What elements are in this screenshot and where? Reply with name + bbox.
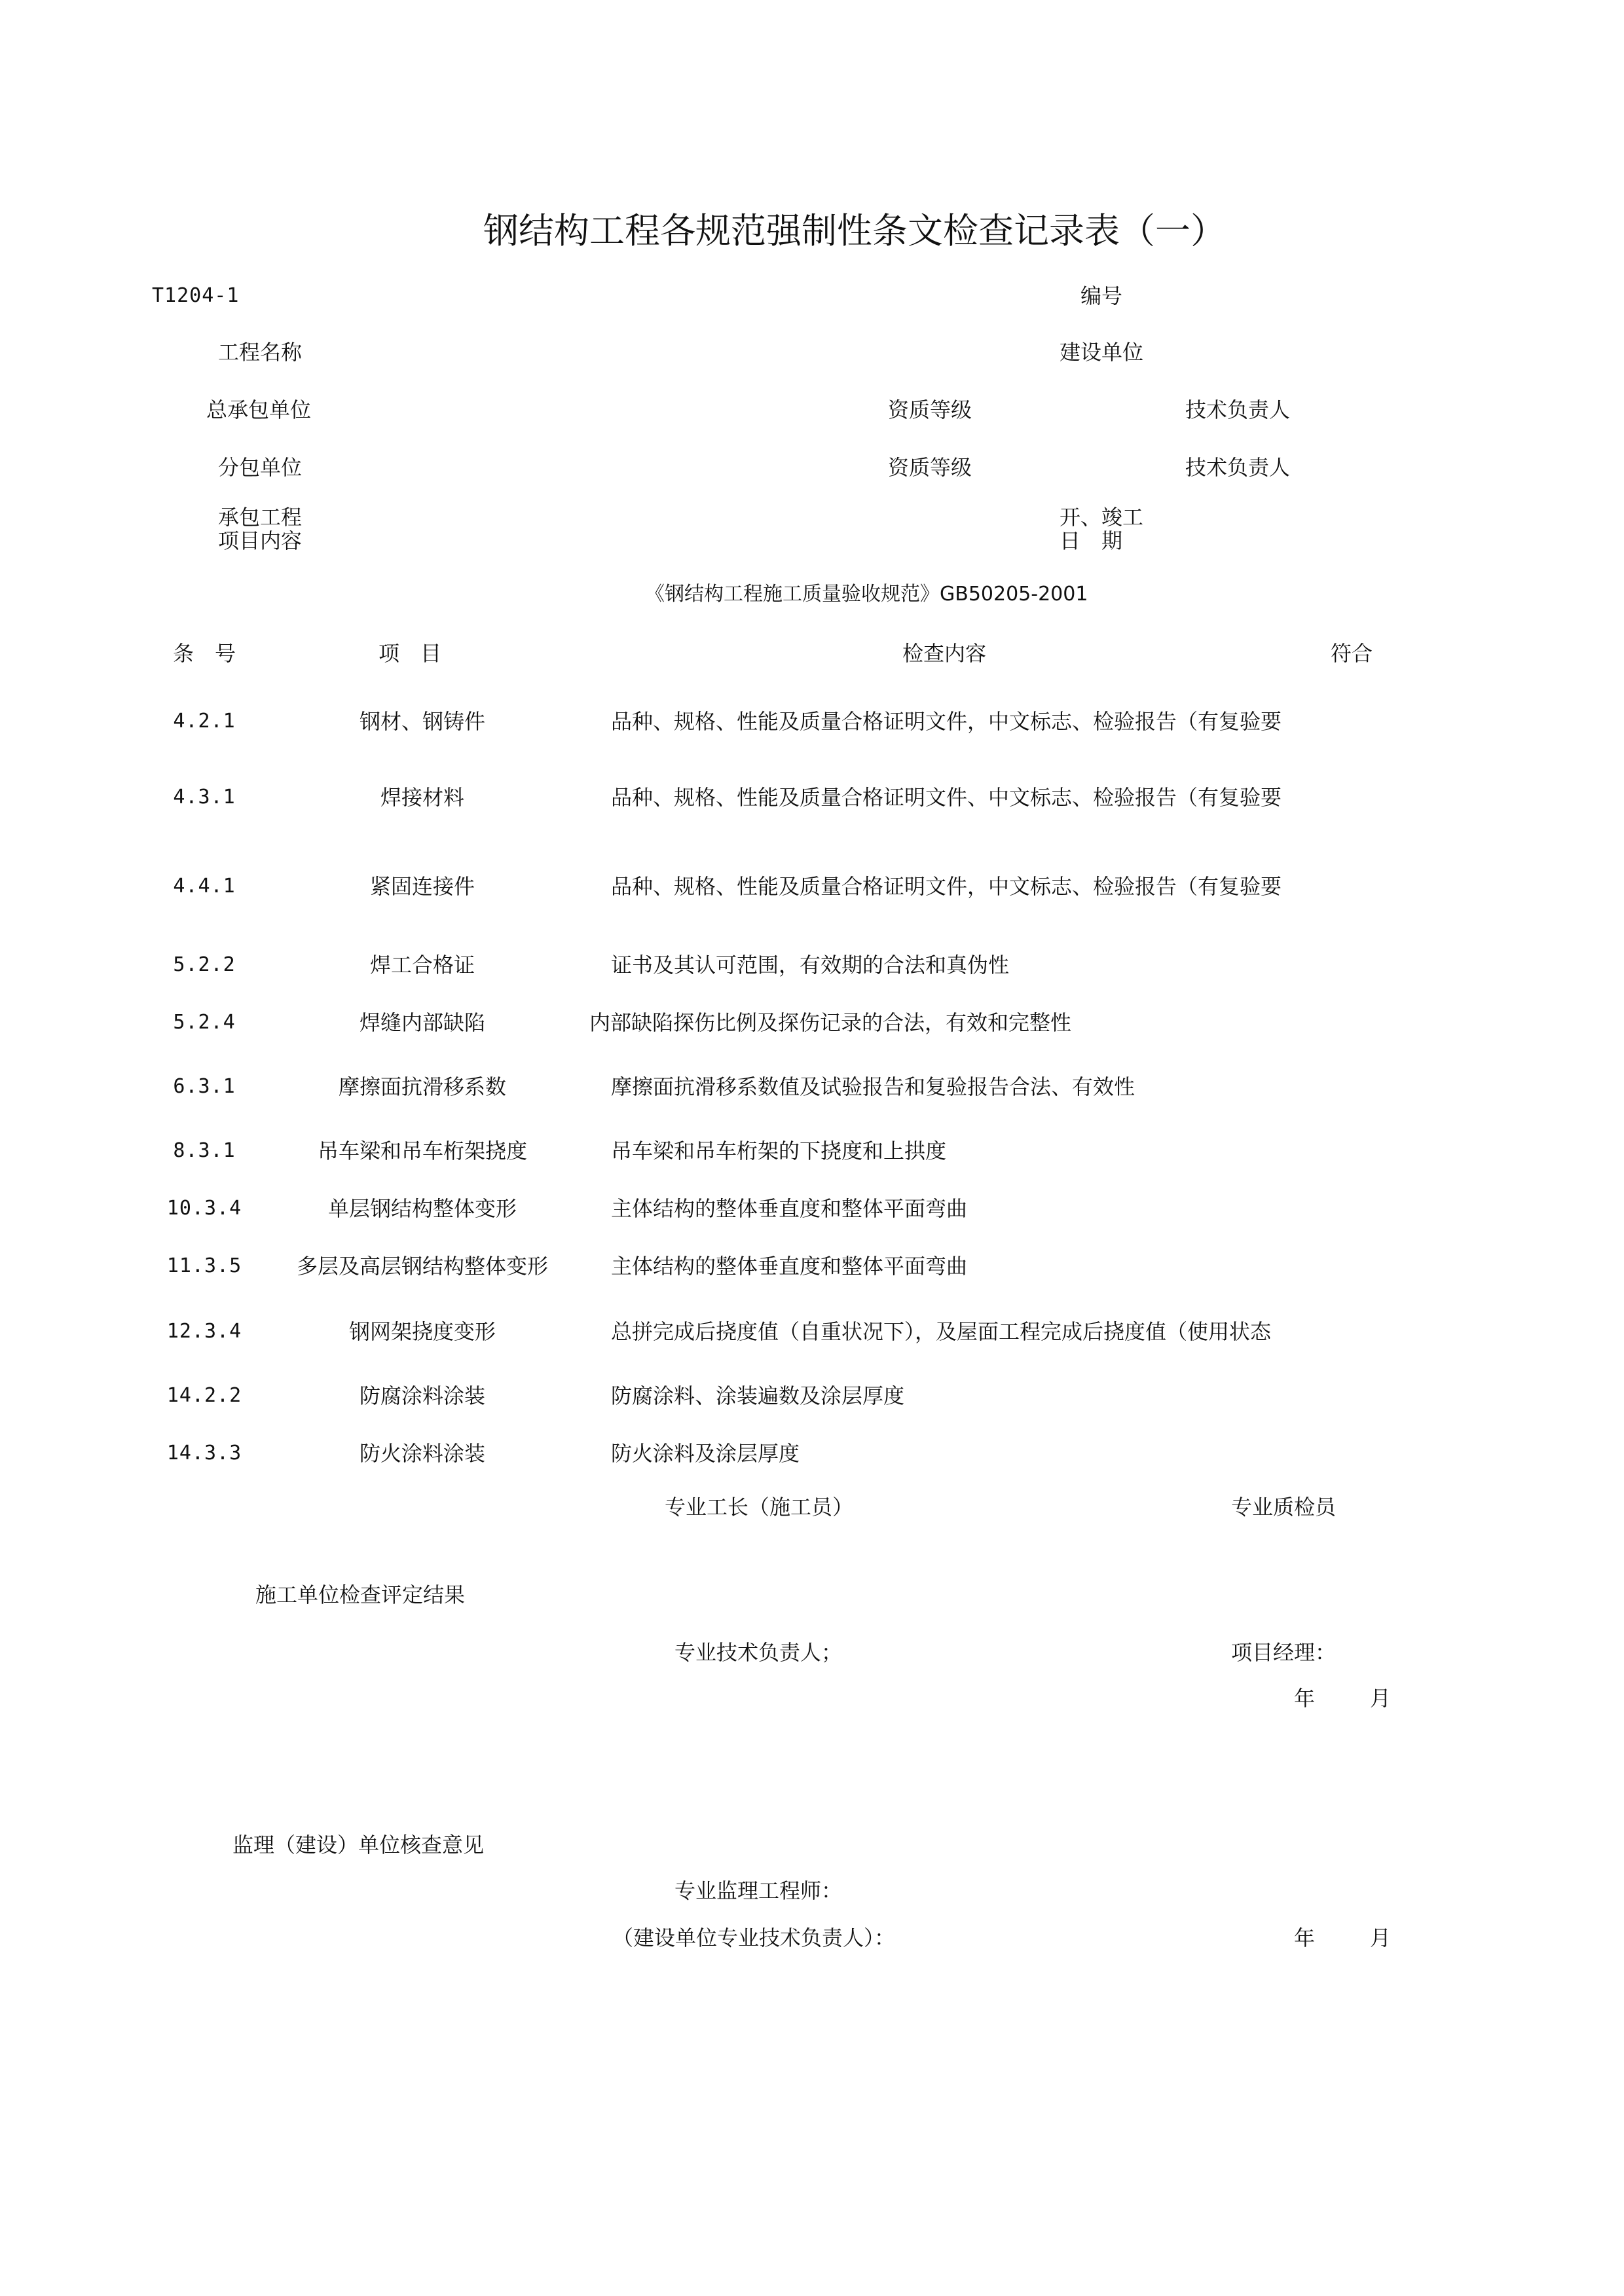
foreman-label: 专业工长（施工员） — [665, 1495, 854, 1520]
row-clause: 10.3.4 — [166, 1197, 242, 1220]
row-item: 防腐涂料涂装 — [359, 1383, 486, 1408]
general-contractor-label: 总承包单位 — [206, 397, 312, 422]
row-content: 防腐涂料、涂装遍数及涂层厚度 — [611, 1383, 905, 1408]
row-item: 吊车梁和吊车桁架挠度 — [317, 1139, 528, 1163]
row-content: 主体结构的整体垂直度和整体平面弯曲 — [611, 1254, 968, 1279]
column-header-content: 检查内容 — [902, 641, 987, 666]
qualification-grade-label-2: 资质等级 — [888, 455, 972, 480]
row-clause: 4.4.1 — [173, 875, 236, 898]
year-label-1: 年 — [1294, 1686, 1316, 1711]
form-code: T1204-1 — [152, 284, 240, 307]
row-item: 摩擦面抗滑移系数 — [338, 1074, 507, 1099]
row-item: 防火涂料涂装 — [359, 1441, 486, 1466]
month-label-2: 月 — [1370, 1925, 1392, 1950]
page-title: 钢结构工程各规范强制性条文检查记录表（一） — [483, 210, 1226, 251]
year-label-2: 年 — [1294, 1925, 1316, 1950]
contractor-result-label: 施工单位检查评定结果 — [255, 1582, 466, 1607]
row-content: 摩擦面抗滑移系数值及试验报告和复验报告合法、有效性 — [611, 1074, 1135, 1099]
dates-label-line2: 日 期 — [1060, 528, 1123, 553]
row-content: 总拼完成后挠度值（自重状况下），及屋面工程完成后挠度值（使用状态 — [611, 1319, 1272, 1344]
technical-lead-label-2: 技术负责人 — [1185, 455, 1291, 480]
row-content: 证书及其认可范围，有效期的合法和真伪性 — [611, 953, 1010, 977]
row-item: 多层及高层钢结构整体变形 — [296, 1254, 549, 1279]
row-clause: 14.3.3 — [166, 1442, 242, 1465]
supervision-opinion-label: 监理（建设）单位核查意见 — [232, 1832, 485, 1857]
month-label-1: 月 — [1370, 1686, 1392, 1711]
qc-inspector-label: 专业质检员 — [1231, 1495, 1337, 1520]
serial-no-label: 编号 — [1080, 283, 1123, 308]
row-clause: 5.2.2 — [173, 953, 236, 976]
row-item: 焊工合格证 — [369, 953, 475, 977]
row-clause: 8.3.1 — [173, 1139, 236, 1162]
column-header-conform: 符合 — [1331, 641, 1373, 666]
row-clause: 5.2.4 — [173, 1011, 236, 1034]
row-clause: 4.3.1 — [173, 786, 236, 809]
project-name-label: 工程名称 — [218, 340, 303, 365]
contract-scope-label-line1: 承包工程 — [218, 505, 303, 530]
subcontractor-label: 分包单位 — [218, 455, 303, 480]
row-content: 品种、规格、性能及质量合格证明文件，中文标志、检验报告（有复验要 — [611, 874, 1282, 899]
owner-technical-lead-label: （建设单位专业技术负责人）： — [612, 1925, 896, 1950]
row-content: 内部缺陷探伤比例及探伤记录的合法，有效和完整性 — [589, 1010, 1072, 1035]
supervising-engineer-label: 专业监理工程师： — [674, 1878, 843, 1903]
row-item: 紧固连接件 — [369, 874, 475, 899]
row-content: 吊车梁和吊车桁架的下挠度和上拱度 — [611, 1139, 947, 1163]
row-content: 主体结构的整体垂直度和整体平面弯曲 — [611, 1196, 968, 1221]
standard-reference: 《钢结构工程施工质量验收规范》GB50205-2001 — [645, 583, 1088, 606]
row-content: 品种、规格、性能及质量合格证明文件，中文标志、检验报告（有复验要 — [611, 709, 1282, 734]
column-header-item: 项 目 — [378, 641, 442, 666]
row-clause: 6.3.1 — [173, 1075, 236, 1098]
row-clause: 12.3.4 — [166, 1320, 242, 1343]
row-content: 品种、规格、性能及质量合格证明文件、中文标志、检验报告（有复验要 — [611, 785, 1282, 810]
row-item: 钢网架挠度变形 — [348, 1319, 496, 1344]
row-clause: 4.2.1 — [173, 710, 236, 733]
dates-label-line1: 开、竣工 — [1060, 505, 1144, 530]
qualification-grade-label-1: 资质等级 — [888, 397, 972, 422]
technical-lead-sign-label: 专业技术负责人； — [674, 1640, 843, 1665]
column-header-clause: 条 号 — [173, 641, 236, 666]
row-clause: 14.2.2 — [166, 1384, 242, 1407]
owner-unit-label: 建设单位 — [1060, 340, 1144, 365]
row-item: 焊接材料 — [380, 785, 465, 810]
row-content: 防火涂料及涂层厚度 — [611, 1441, 800, 1466]
row-clause: 11.3.5 — [166, 1254, 242, 1277]
row-item: 钢材、钢铸件 — [359, 709, 486, 734]
technical-lead-label-1: 技术负责人 — [1185, 397, 1291, 422]
contract-scope-label-line2: 项目内容 — [218, 528, 303, 553]
row-item: 单层钢结构整体变形 — [327, 1196, 517, 1221]
row-item: 焊缝内部缺陷 — [359, 1010, 486, 1035]
project-manager-label: 项目经理： — [1231, 1640, 1337, 1665]
